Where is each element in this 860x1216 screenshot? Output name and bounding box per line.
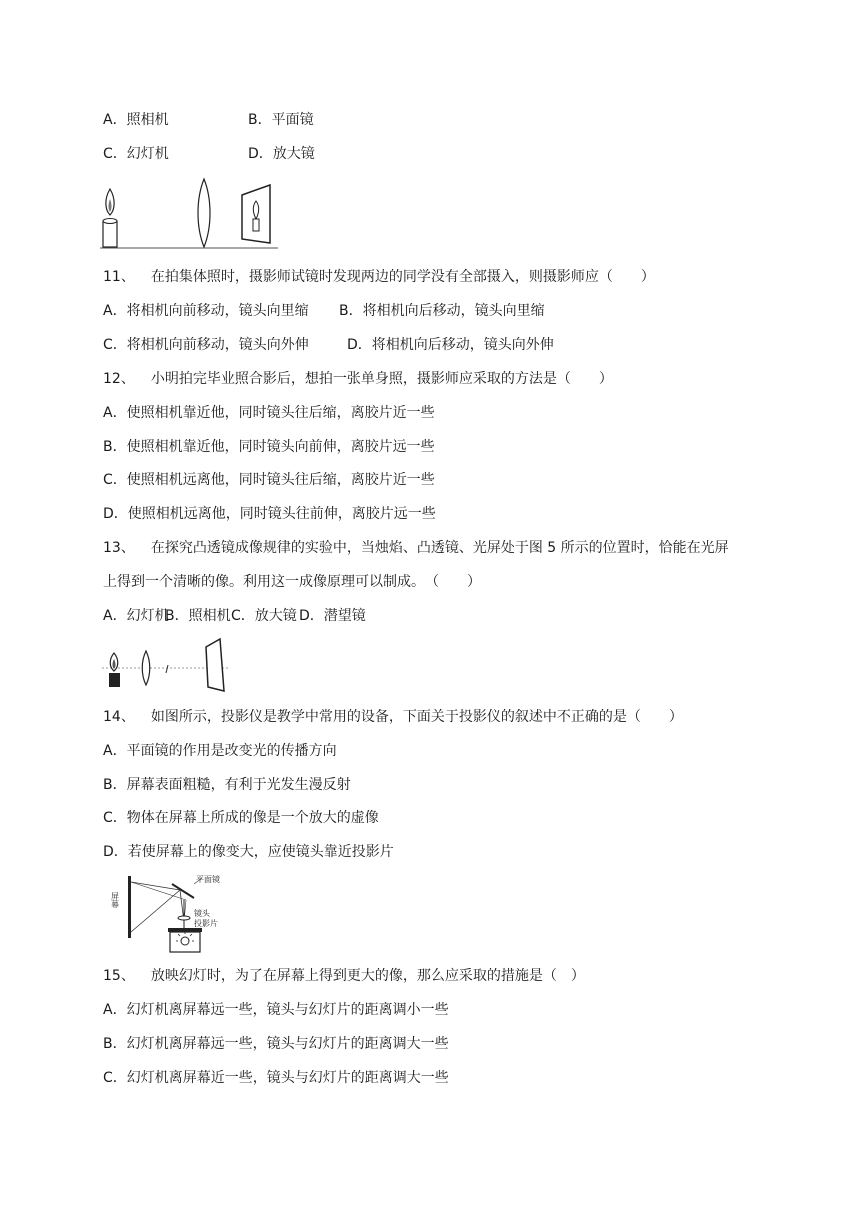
label-slide: 投影片 bbox=[194, 919, 218, 928]
q15-option-a: A．幻灯机离屏幕远一些，镜头与幻灯片的距离调小一些 bbox=[103, 1002, 449, 1018]
q15-number: 15、 bbox=[103, 968, 135, 984]
q11-option-c: C．将相机向前移动，镜头向外伸 bbox=[103, 337, 309, 353]
q13-stem-line-1 bbox=[103, 538, 729, 558]
q10-option-d: D．放大镜 bbox=[248, 146, 315, 162]
q10-option-c: C．幻灯机 bbox=[103, 146, 169, 162]
q13-figure bbox=[102, 637, 232, 693]
label-lens: 镜头 bbox=[194, 909, 210, 918]
q13-option-d: D．潜望镜 bbox=[299, 608, 366, 624]
q12-stem bbox=[103, 369, 613, 389]
q13-option-a: A．幻灯机 bbox=[103, 608, 169, 624]
q14-figure bbox=[110, 870, 238, 954]
convex-lens bbox=[142, 651, 150, 685]
q11-option-b: B．将相机向后移动，镜头向里缩 bbox=[339, 303, 545, 319]
q10-options-row-2 bbox=[103, 144, 315, 164]
q10-option-b: B．平面镜 bbox=[248, 112, 314, 128]
candle bbox=[103, 221, 117, 247]
q15-option-c: C．幻灯机离屏幕近一些，镜头与幻灯片的距离调大一些 bbox=[103, 1070, 449, 1086]
convex-lens bbox=[198, 179, 210, 247]
q14-number: 14、 bbox=[103, 709, 135, 725]
q12-option-c: C．使照相机远离他，同时镜头往后缩，离胶片近一些 bbox=[103, 472, 435, 488]
q14-option-c: C．物体在屏幕上所成的像是一个放大的虚像 bbox=[103, 810, 379, 826]
q13-option-c: C．放大镜 bbox=[231, 608, 297, 624]
q14-option-b: B．屏幕表面粗糙，有利于光发生漫反射 bbox=[103, 777, 351, 793]
q13-text-line-1: 在探究凸透镜成像规律的实验中，当烛焰、凸透镜、光屏处于图 5 所示的位置时，恰能在光屏 bbox=[150, 540, 729, 556]
q14-text: 如图所示，投影仪是教学中常用的设备，下面关于投影仪的叙述中不正确的是（ ） bbox=[150, 709, 683, 725]
q15-stem bbox=[103, 966, 585, 986]
q11-options-row-2 bbox=[103, 335, 554, 355]
q14-stem bbox=[103, 707, 683, 727]
q12-number: 12、 bbox=[103, 371, 135, 387]
q10-option-a: A．照相机 bbox=[103, 112, 169, 128]
q12-option-d: D．使照相机远离他，同时镜头往前伸，离胶片远一些 bbox=[103, 506, 436, 522]
light-screen bbox=[206, 639, 224, 691]
q11-option-d: D．将相机向后移动，镜头向外伸 bbox=[347, 337, 554, 353]
q12-option-a: A．使照相机靠近他，同时镜头往后缩，离胶片近一些 bbox=[103, 405, 435, 421]
q12-text: 小明拍完毕业照合影后，想拍一张单身照，摄影师应采取的方法是（ ） bbox=[150, 371, 613, 387]
q12-option-b: B．使照相机靠近他，同时镜头向前伸，离胶片远一些 bbox=[103, 439, 435, 455]
projector-screen bbox=[128, 876, 131, 938]
q11-option-a: A．将相机向前移动，镜头向里缩 bbox=[103, 303, 309, 319]
q13-option-b: B．照相机 bbox=[165, 608, 231, 624]
q11-stem bbox=[103, 267, 655, 287]
q11-number: 11、 bbox=[103, 269, 135, 285]
q14-option-d: D．若使屏幕上的像变大，应使镜头靠近投影片 bbox=[103, 844, 394, 860]
q13-text-line-2: 上得到一个清晰的像。利用这一成像原理可以制成。 （ ） bbox=[103, 574, 481, 590]
q10-figure bbox=[100, 177, 280, 251]
q11-options-row-1 bbox=[103, 301, 545, 321]
q15-text: 放映幻灯时，为了在屏幕上得到更大的像，那么应采取的措施是（ ） bbox=[150, 968, 585, 984]
label-mirror: 平面镜 bbox=[196, 875, 220, 884]
label-screen: 屏幕 bbox=[110, 892, 120, 908]
plane-mirror bbox=[172, 884, 194, 898]
candle bbox=[109, 673, 120, 687]
q13-options bbox=[103, 606, 366, 626]
q14-option-a: A．平面镜的作用是改变光的传播方向 bbox=[103, 743, 337, 759]
projector-lens bbox=[178, 916, 190, 920]
q15-option-b: B．幻灯机离屏幕远一些，镜头与幻灯片的距离调大一些 bbox=[103, 1036, 449, 1052]
q10-options-row-1 bbox=[103, 110, 314, 130]
q11-text: 在拍集体照时，摄影师试镜时发现两边的同学没有全部摄入，则摄影师应（ ） bbox=[150, 269, 655, 285]
q13-number: 13、 bbox=[103, 540, 135, 556]
